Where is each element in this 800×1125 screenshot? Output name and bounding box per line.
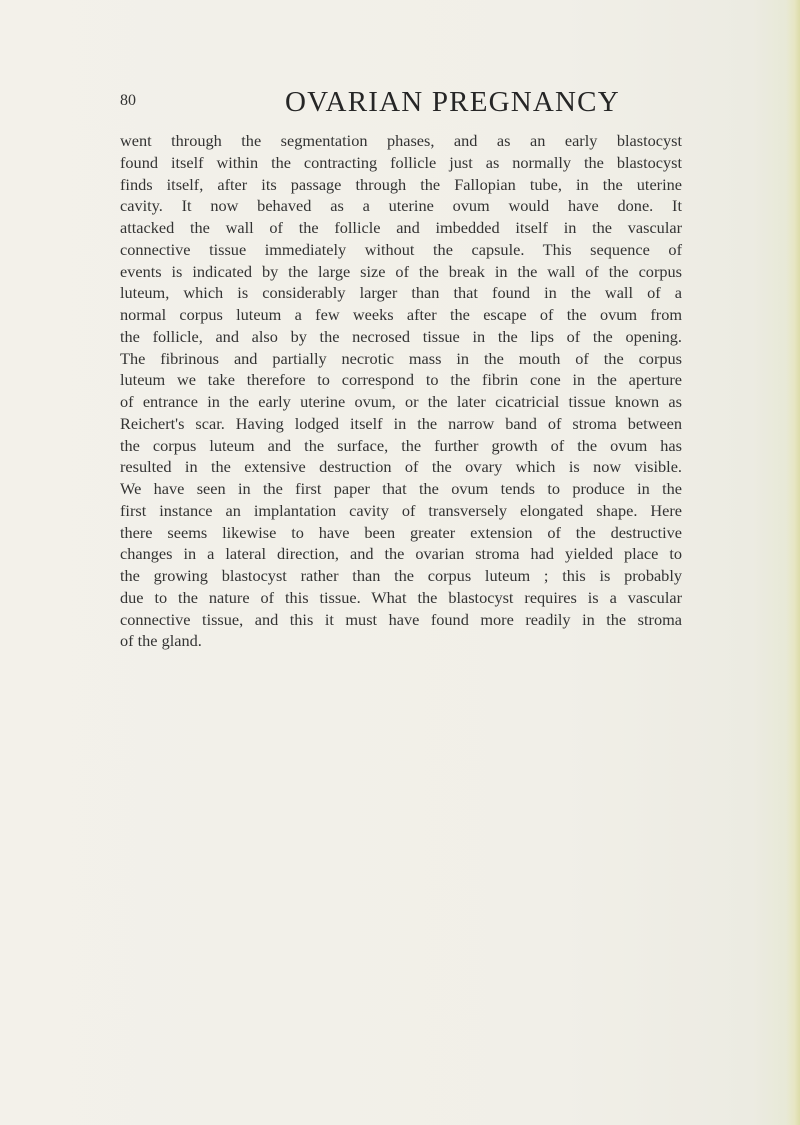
text-line: went through the segmentation phases, and as an early blastocyst xyxy=(120,131,682,150)
text-line: connective tissue immediately without the capsule. This sequence of xyxy=(120,239,682,259)
text-line: normal corpus luteum a few weeks after the escape of the ovum from xyxy=(120,305,682,324)
text-line: due to the nature of this tissue. What the blastocyst requires is a vascular xyxy=(120,587,682,607)
text-line: found itself within the contracting follicle just as normally the blastocyst xyxy=(120,152,682,172)
body-paragraph xyxy=(120,130,682,652)
text-line: events is indicated by the large size of the break in the wall of the corpus xyxy=(120,261,682,281)
text-line: Reichert's scar. Having lodged itself in the narrow band of stroma between xyxy=(120,413,682,433)
running-title: OVARIAN PREGNANCY xyxy=(285,86,620,118)
text-line: of entrance in the early uterine ovum, or the later cicatricial tissue known as xyxy=(120,392,682,411)
text-line: attacked the wall of the follicle and imbedded itself in the vascular xyxy=(120,218,682,237)
text-line: changes in a lateral direction, and the ovarian stroma had yielded place to xyxy=(120,544,682,564)
page-number: 80 xyxy=(120,92,136,109)
text-line: luteum, which is considerably larger than that found in the wall of a xyxy=(120,283,682,303)
text-line: We have seen in the first paper that the ovum tends to produce in the xyxy=(120,479,682,498)
text-line: there seems likewise to have been greater extension of the destructive xyxy=(120,522,682,542)
text-line: resulted in the extensive destruction of the ovary which is now visible. xyxy=(120,457,682,477)
text-line: the follicle, and also by the necrosed tissue in the lips of the opening. xyxy=(120,326,682,346)
text-line: cavity. It now behaved as a uterine ovum would have done. It xyxy=(120,196,682,216)
text-line: first instance an implantation cavity of transversely elongated shape. Here xyxy=(120,500,682,520)
text-line: The fibrinous and partially necrotic mass in the mouth of the corpus xyxy=(120,348,682,368)
text-line: the growing blastocyst rather than the corpus luteum ; this is probably xyxy=(120,566,682,585)
text-line: the corpus luteum and the surface, the further growth of the ovum has xyxy=(120,435,682,455)
text-line: finds itself, after its passage through the Fallopian tube, in the uterine xyxy=(120,174,682,194)
page-edge-shading xyxy=(786,0,800,1125)
text-line: connective tissue, and this it must have found more readily in the stroma xyxy=(120,609,682,629)
text-line: of the gland. xyxy=(120,631,202,651)
text-line: luteum we take therefore to correspond to the fibrin cone in the aperture xyxy=(120,370,682,390)
page-header xyxy=(0,86,800,126)
